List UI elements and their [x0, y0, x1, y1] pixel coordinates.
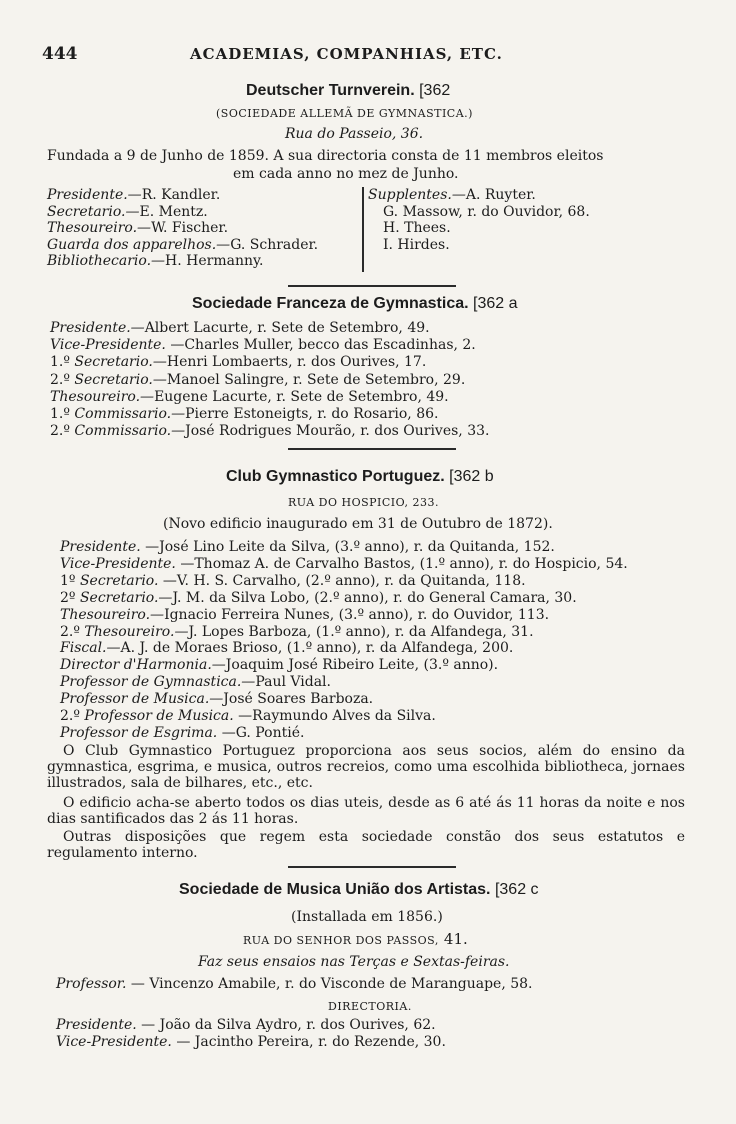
member-line: [50, 373, 465, 387]
franceza-title: [192, 296, 518, 312]
column-divider: [362, 187, 364, 272]
musica-rehearsals: Faz seus ensaios nas Terças e Sextas-feiras.: [198, 954, 510, 970]
entry-role: Secretario.—: [74, 354, 167, 371]
turnverein-address: Rua do Passeio, 36.: [285, 126, 424, 142]
member-line: [56, 1018, 436, 1032]
turnverein-number: [362: [419, 82, 451, 99]
entry-name: R. Kandler.: [141, 187, 221, 203]
ordinal-prefix: 2º: [60, 589, 80, 606]
ordinal-prefix: 1.º: [50, 354, 75, 371]
musica-address: [243, 931, 468, 947]
section-rule: [288, 866, 456, 868]
club-address: RUA DO HOSPICIO, 233.: [288, 496, 440, 509]
running-title: ACADEMIAS, COMPANHIAS, ETC.: [190, 45, 503, 63]
musica-number: [362 c: [494, 881, 539, 898]
entry-name: J. M. da Silva Lobo, (2.º anno), r. do General Camara, 30.: [172, 589, 577, 606]
entry-name: W. Fischer.: [151, 220, 229, 236]
musica-title: [179, 882, 539, 898]
officer-line: [47, 221, 228, 235]
entry-name: José Soares Barboza.: [223, 691, 374, 708]
entry-role: Professor de Gymnastica.—: [60, 674, 256, 691]
entry-role: Secretario.: [79, 572, 159, 589]
member-line: [50, 407, 438, 421]
turnverein-title-text: Deutscher Turnverein.: [246, 82, 415, 99]
entry-name: José Rodrigues Mourão, r. dos Ourives, 33.: [185, 423, 490, 440]
entry-role: Thesoureiro.—: [47, 220, 152, 236]
supplente-line: [383, 221, 451, 235]
entry-name: H. Hermanny.: [165, 253, 264, 269]
entry-name: Eugene Lacurte, r. Sete de Setembro, 49.: [154, 388, 449, 405]
entry-name: E. Mentz.: [139, 203, 208, 220]
entry-role: Thesoureiro.—: [50, 388, 155, 405]
entry-name: —José Lino Leite da Silva, (3.º anno), r. da Quitanda, 152.: [140, 539, 555, 555]
ordinal-prefix: 2.º: [50, 423, 75, 440]
supplente-line: [383, 205, 590, 219]
entry-name: Albert Lacurte, r. Sete de Setembro, 49.: [144, 320, 430, 336]
entry-name: —V. H. S. Carvalho, (2.º anno), r. da Quitanda, 118.: [158, 572, 526, 589]
ordinal-prefix: 2.º: [50, 371, 75, 388]
franceza-number: [362 a: [473, 295, 518, 312]
entry-name: A. Ruyter.: [465, 187, 536, 203]
ordinal-prefix: 2.º: [60, 708, 85, 724]
musica-address-street: RUA DO SENHOR DOS PASSOS,: [243, 934, 439, 947]
supplente-line: [368, 188, 536, 202]
entry-role: Vice-Presidente.: [56, 1034, 172, 1050]
club-number: [362 b: [449, 468, 494, 485]
entry-role: Guarda dos apparelhos.—: [47, 236, 231, 253]
entry-name: H. Thees.: [383, 220, 451, 236]
club-title: [226, 469, 494, 485]
member-line: [60, 608, 549, 622]
officer-line: [47, 188, 220, 202]
page-number: 444: [42, 44, 78, 64]
entry-name: Manoel Salingre, r. Sete de Setembro, 29.: [166, 371, 466, 388]
musica-professor-role: Professor.: [56, 976, 127, 992]
entry-role: Presidente.—: [50, 320, 145, 336]
entry-name: Joaquim José Ribeiro Leite, (3.º anno).: [225, 657, 499, 674]
entry-role: Vice-Presidente.: [60, 555, 176, 572]
club-title-text: Club Gymnastico Portuguez.: [226, 468, 445, 485]
club-paragraph-2: O edificio acha-se aberto todos os dias uteis, desde as 6 até ás 11 horas da noite e nos dias santificados das 2 ás 11 horas.: [47, 795, 685, 827]
member-line: [60, 591, 577, 605]
entry-role: Secretario.—: [74, 371, 167, 388]
turnverein-founded-line2: em cada anno no mez de Junho.: [233, 166, 459, 182]
entry-role: Secretario.—: [79, 589, 173, 606]
entry-name: G. Massow, r. do Ouvidor, 68.: [383, 203, 590, 220]
member-line: [60, 574, 526, 588]
member-line: [60, 540, 555, 554]
musica-address-number: 41.: [443, 930, 468, 948]
turnverein-founded-line1: Fundada a 9 de Junho de 1859. A sua directoria consta de 11 membros eleitos: [47, 148, 604, 164]
entry-name: Paul Vidal.: [255, 674, 331, 691]
club-note: (Novo edificio inaugurado em 31 de Outubro de 1872).: [163, 516, 553, 532]
member-line: [50, 390, 449, 404]
entry-role: Presidente.—: [47, 187, 142, 203]
entry-role: Thesoureiro.—: [60, 606, 165, 623]
ordinal-prefix: 1.º: [50, 406, 75, 422]
entry-role: Commissario.—: [74, 406, 186, 422]
entry-name: —Charles Muller, becco das Escadinhas, 2.: [165, 337, 476, 354]
entry-role: Commissario.—: [74, 423, 186, 440]
entry-name: G. Schrader.: [230, 236, 319, 253]
entry-name: Henri Lombaerts, r. dos Ourives, 17.: [166, 354, 427, 371]
member-line: [60, 726, 304, 740]
member-line: [56, 1035, 446, 1049]
member-line: [60, 641, 513, 655]
member-line: [60, 692, 373, 706]
entry-role: Secretario.—: [47, 203, 140, 220]
entry-role: Bibliothecario.—: [47, 253, 166, 269]
musica-professor: [56, 977, 533, 991]
entry-name: — João da Silva Aydro, r. dos Ourives, 62.: [136, 1017, 436, 1033]
musica-title-text: Sociedade de Musica União dos Artistas.: [179, 881, 491, 898]
musica-installed: (Installada em 1856.): [291, 909, 443, 925]
member-line: [50, 424, 489, 438]
turnverein-title: [246, 83, 450, 99]
ordinal-prefix: 2.º: [60, 623, 85, 640]
musica-professor-name: — Vincenzo Amabile, r. do Visconde de Maranguape, 58.: [126, 976, 533, 992]
entry-role: Professor de Esgrima.: [60, 724, 218, 741]
entry-role: Professor de Musica.—: [60, 691, 224, 708]
entry-role: Fiscal.—: [60, 640, 121, 657]
entry-name: — Jacintho Pereira, r. do Rezende, 30.: [171, 1034, 446, 1050]
entry-name: —Raymundo Alves da Silva.: [233, 708, 436, 724]
franceza-title-text: Sociedade Franceza de Gymnastica.: [192, 295, 469, 312]
entry-name: —G. Pontié.: [217, 724, 305, 741]
club-paragraph-1: O Club Gymnastico Portuguez proporciona aos seus socios, além do ensino da gymnastica, esgrima, e musica, outros recreios, como uma escolhida bibliotheca, jornaes illustrados, sala de bilhares, etc., etc.: [47, 743, 685, 791]
entry-name: Pierre Estoneigts, r. do Rosario, 86.: [185, 406, 439, 422]
member-line: [60, 675, 331, 689]
member-line: [50, 338, 476, 352]
club-paragraph-3: Outras disposições que regem esta sociedade constão dos seus estatutos e regulamento interno.: [47, 829, 685, 861]
officer-line: [47, 254, 263, 268]
entry-name: J. Lopes Barboza, (1.º anno), r. da Alfandega, 31.: [188, 623, 534, 640]
entry-role: Director d'Harmonia.—: [60, 657, 226, 674]
member-line: [60, 557, 628, 571]
officer-line: [47, 205, 208, 219]
section-rule: [288, 448, 456, 450]
supplente-line: [383, 238, 450, 252]
entry-role: Vice-Presidente.: [50, 337, 166, 354]
member-line: [60, 709, 436, 723]
entry-role: Professor de Musica.: [84, 708, 234, 724]
entry-role: Supplentes.—: [368, 187, 466, 203]
entry-name: —Thomaz A. de Carvalho Bastos, (1.º anno), r. do Hospicio, 54.: [175, 555, 628, 572]
entry-role: Thesoureiro.—: [84, 623, 189, 640]
entry-role: Presidente.: [60, 539, 141, 555]
member-line: [60, 658, 498, 672]
section-rule: [288, 285, 456, 287]
ordinal-prefix: 1º: [60, 572, 80, 589]
turnverein-subtitle: (SOCIEDADE ALLEMÃ DE GYMNASTICA.): [216, 107, 473, 120]
entry-name: A. J. de Moraes Brioso, (1.º anno), r. da Alfandega, 200.: [120, 640, 514, 657]
member-line: [60, 625, 534, 639]
member-line: [50, 321, 430, 335]
member-line: [50, 355, 426, 369]
entry-name: I. Hirdes.: [383, 236, 450, 253]
officer-line: [47, 238, 318, 252]
musica-directoria-heading: DIRECTORIA.: [328, 1000, 412, 1013]
entry-role: Presidente.: [56, 1017, 137, 1033]
entry-name: Ignacio Ferreira Nunes, (3.º anno), r. do Ouvidor, 113.: [164, 606, 550, 623]
